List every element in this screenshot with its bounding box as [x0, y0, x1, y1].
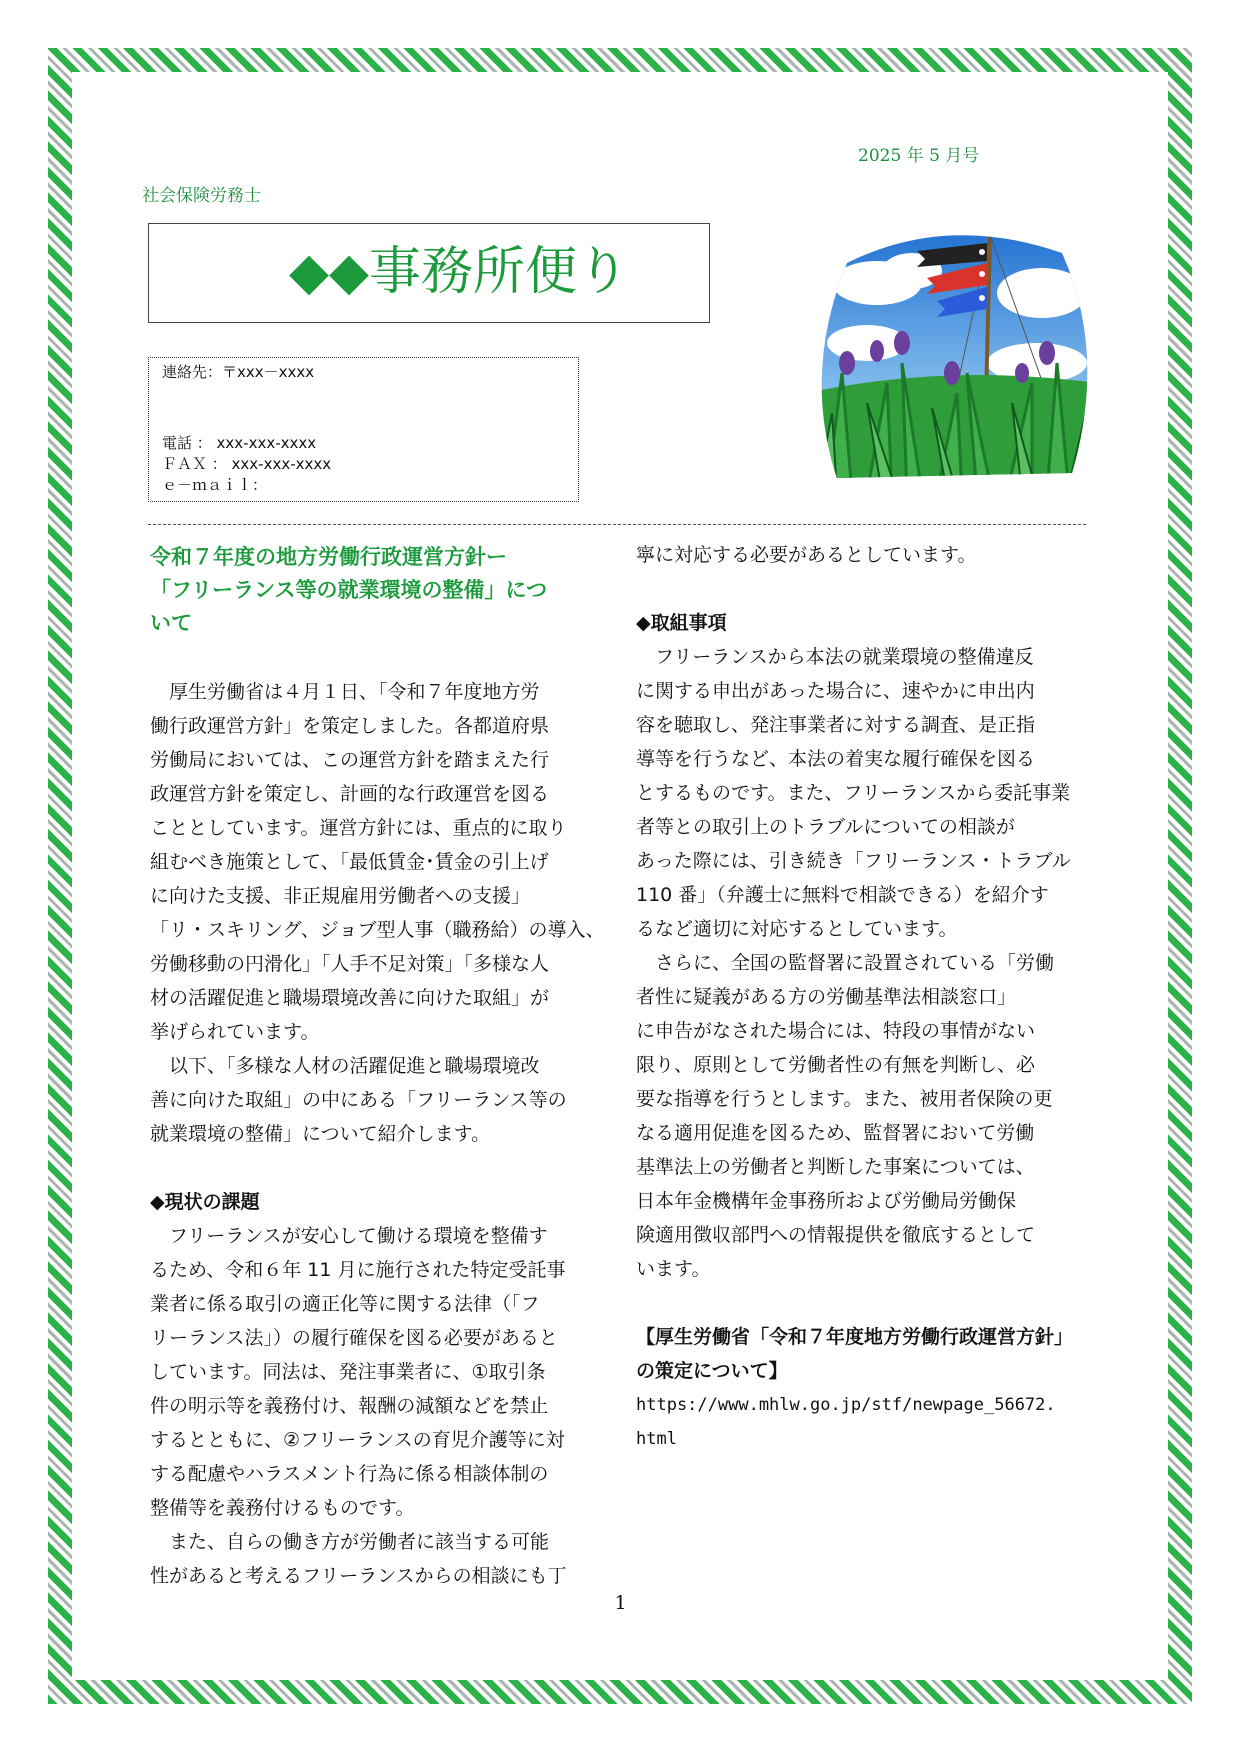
body-line: 導等を行うなど、本法の着実な履行確保を図る: [636, 748, 1036, 770]
body-line: 者等との取引上のトラブルについての相談が: [636, 816, 1015, 838]
body-line: リーランス法」）の履行確保を図る必要があると: [150, 1327, 558, 1349]
body-line: また、自らの働き方が労働者に該当する可能: [150, 1531, 550, 1553]
body-line: 業者に係る取引の適正化等に関する法律（「フ: [150, 1293, 540, 1315]
reference-title: 【厚生労働省「令和７年度地方労働行政運営方針」: [636, 1326, 1074, 1348]
body-line: 「リ・スキリング、ジョブ型人事（職務給）の導入、: [150, 919, 605, 941]
body-line: とするものです。また、フリーランスから委託事業: [636, 782, 1071, 804]
section-heading-current-issues: ◆現状の課題: [150, 1191, 260, 1213]
body-line: 労働局においては、この運営方針を踏まえた行: [150, 749, 550, 771]
body-line: 政運営方針を策定し、計画的な行政運営を図る: [150, 783, 550, 805]
newsletter-title-box: [148, 223, 710, 323]
body-line: フリーランスが安心して働ける環境を整備す: [150, 1225, 548, 1247]
body-line: こととしています。運営方針には、重点的に取り: [150, 817, 567, 839]
body-line: 就業環境の整備」について紹介します。: [150, 1123, 491, 1145]
article-right-column: [636, 538, 1073, 1456]
body-line: 件の明示等を義務付け、報酬の減額などを禁止: [150, 1395, 549, 1417]
body-line: するとともに、②フリーランスの育児介護等に対: [150, 1429, 565, 1451]
body-line: に向けた支援、非正規雇用労働者への支援」: [150, 885, 531, 907]
section-divider: [148, 524, 1086, 525]
body-line: 以下、「多様な人材の活躍促進と職場環境改: [150, 1055, 540, 1077]
body-line: 110 番」（弁護士に無料で相談できる）を紹介す: [636, 884, 1049, 906]
body-line: 容を聴取し、発注事業者に対する調査、是正指: [636, 714, 1036, 736]
contact-address: 連絡先：〒xxx－xxxx: [162, 363, 315, 381]
contact-email: ｅ－ｍａｉｌ：: [162, 476, 268, 494]
body-line: しています。同法は、発注事業者に、①取引条: [150, 1361, 546, 1383]
body-line: 厚生労働省は４月１日、「令和７年度地方労: [150, 681, 540, 703]
body-line: 働行政運営方針」を策定しました。各都道府県: [150, 715, 550, 737]
reference-url-line[interactable]: html: [636, 1429, 677, 1449]
article-left-column: [150, 675, 604, 1593]
blank-line: [636, 1286, 1073, 1320]
reference-title: の策定について】: [636, 1360, 788, 1382]
blank-line: [636, 572, 1073, 606]
koinobori-iris-illustration: [807, 223, 1097, 493]
body-line: 組むべき施策として、「最低賃金･賃金の引上げ: [150, 851, 549, 873]
body-line: 材の活躍促進と職場環境改善に向けた取組」が: [150, 987, 550, 1009]
body-line: 挙げられています。: [150, 1021, 320, 1043]
body-line: 整備等を義務付けるものです。: [150, 1497, 415, 1519]
issue-date: 2025 年 5 月号: [858, 146, 980, 166]
body-line: に関する申出があった場合に、速やかに申出内: [636, 680, 1035, 702]
body-line: います。: [636, 1258, 711, 1280]
body-line: 険適用徴収部門への情報提供を徹底するとして: [636, 1224, 1036, 1246]
section-heading-initiatives: ◆取組事項: [636, 612, 727, 634]
body-line: 労働移動の円滑化」「人手不足対策」「多様な人: [150, 953, 550, 975]
body-line: さらに、全国の監督署に設置されている「労働: [636, 952, 1055, 974]
article-heading-line: 「フリーランス等の就業環境の整備」につ: [150, 578, 548, 602]
body-line: 性があると考えるフリーランスからの相談にも丁: [150, 1565, 567, 1587]
body-line: 限り、原則として労働者性の有無を判断し、必: [636, 1054, 1036, 1076]
article-heading: [150, 541, 610, 640]
body-line: フリーランスから本法の就業環境の整備違反: [636, 646, 1034, 668]
body-line: 要な指導を行うとします。また、被用者保険の更: [636, 1088, 1053, 1110]
article-heading-line: いて: [150, 611, 192, 635]
body-line: に申告がなされた場合には、特段の事情がない: [636, 1020, 1036, 1042]
reference-url-line[interactable]: https://www.mhlw.go.jp/stf/newpage_56672.: [636, 1395, 1056, 1415]
body-line: るため、令和６年 11 月に施行された特定受託事: [150, 1259, 566, 1281]
body-line: 者性に疑義がある方の労働基準法相談窓口」: [636, 986, 1017, 1008]
newsletter-title: ◆◆事務所便り: [289, 242, 629, 302]
article-heading-line: 令和７年度の地方労働行政運営方針ー: [150, 545, 507, 569]
office-type-label: 社会保険労務士: [142, 186, 261, 206]
body-line: 日本年金機構年金事務所および労働局労働保: [636, 1190, 1017, 1212]
contact-box: [148, 357, 579, 502]
page-number: 1: [614, 1592, 627, 1614]
body-line: あった際には、引き続き「フリーランス・トラブル: [636, 850, 1071, 872]
body-line: るなど適切に対応するとしています。: [636, 918, 958, 940]
body-line: 基準法上の労働者と判断した事案については、: [636, 1156, 1035, 1178]
contact-fax: ＦＡＸ ： xxx-xxx-xxxx: [162, 455, 332, 473]
body-line: する配慮やハラスメント行為に係る相談体制の: [150, 1463, 549, 1485]
body-line: なる適用促進を図るため、監督署において労働: [636, 1122, 1035, 1144]
body-line: 善に向けた取組」の中にある「フリーランス等の: [150, 1089, 567, 1111]
blank-line: [150, 1151, 604, 1185]
body-line: 寧に対応する必要があるとしています。: [636, 544, 977, 566]
contact-phone: 電話 ： xxx-xxx-xxxx: [162, 434, 317, 452]
